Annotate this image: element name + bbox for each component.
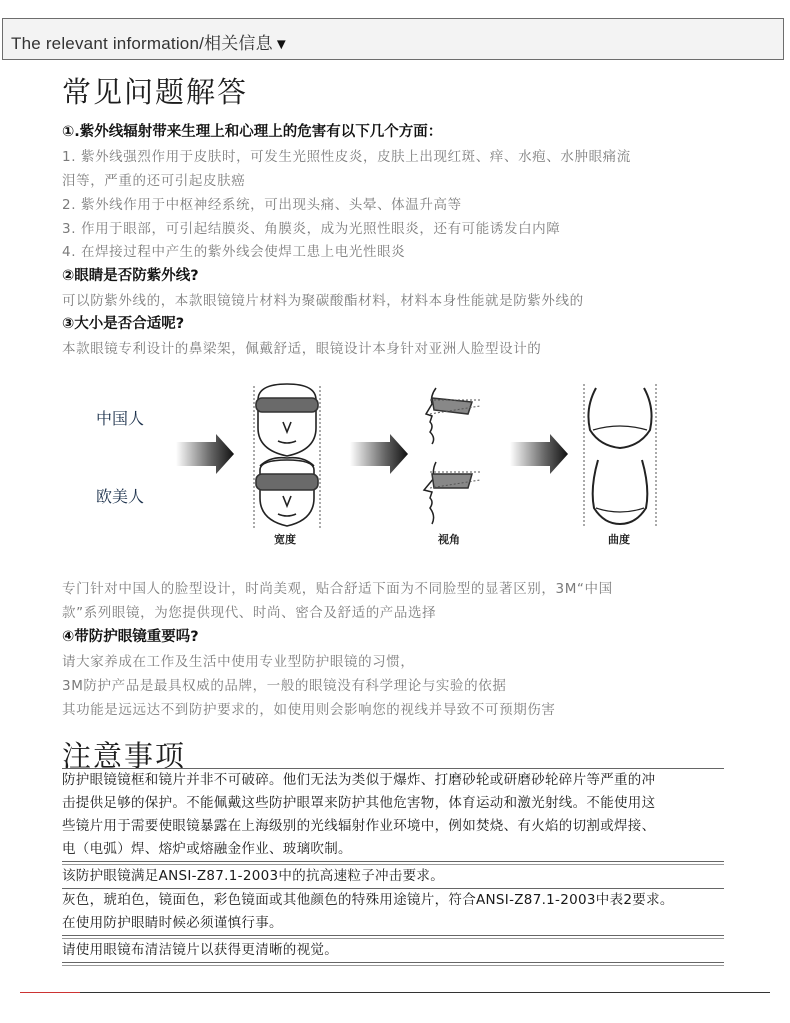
note-line: 些镜片用于需要使眼镜暴露在上海级别的光线辐射作业环境中，例如焚烧、有火焰的切割或焊接、	[62, 818, 656, 834]
section-header-bar	[2, 18, 784, 60]
comparison-illustration	[80, 378, 680, 550]
label-chinese: 中国人	[96, 409, 145, 428]
face-profile-chinese-icon	[426, 388, 480, 444]
section-header-title	[11, 29, 289, 54]
note-line: 电（电弧）焊、熔炉或熔融金作业、玻璃吹制。	[62, 841, 352, 857]
faq-answer-1-line: 1. 紫外线强烈作用于皮肤时，可发生光照性皮炎，皮肤上出现红斑、痒、水疱、水肿眼痛流	[62, 149, 631, 165]
faq-question-3: ③大小是否合适呢?	[62, 316, 185, 332]
faq-question-1: ①.紫外线辐射带来生理上和心理上的危害有以下几个方面：	[62, 124, 443, 140]
faq-answer-3-detail: 款”系列眼镜，为您提供现代、时尚、密合及舒适的产品选择	[62, 605, 437, 621]
notes-list	[62, 768, 724, 966]
divider	[62, 962, 724, 966]
lens-curve-western-icon	[593, 460, 648, 524]
note-line: 击提供足够的保护。不能佩戴这些防护眼罩来防护其他危害物，体育运动和激光射线。不能使用这	[62, 795, 656, 811]
faq-answer-1-line: 2. 紫外线作用于中枢神经系统，可出现头痛、头晕、体温升高等	[62, 197, 462, 213]
footer-divider	[20, 992, 770, 993]
faq-answer-3: 本款眼镜专利设计的鼻梁架，佩戴舒适，眼镜设计本身针对亚洲人脸型设计的	[62, 341, 542, 357]
faq-answer-1-line: 4. 在焊接过程中产生的紫外线会使焊工患上电光性眼炎	[62, 244, 406, 260]
faq-question-4: ④带防护眼镜重要吗?	[62, 629, 199, 645]
note-line: 请使用眼镜布清洁镜片以获得更清晰的视觉。	[62, 942, 338, 958]
right-arrow-icon	[510, 434, 568, 474]
header-title-text: The relevant information/相关信息	[11, 34, 273, 53]
face-shape-comparison-figure	[80, 378, 680, 550]
note-line: 在使用防护眼睛时候必须谨慎行事。	[62, 915, 283, 931]
note-line: 灰色，琥珀色，镜面色，彩色镜面或其他颜色的特殊用途镜片，符合ANSI-Z87.1-2003中表2要求。	[62, 892, 674, 908]
label-western: 欧美人	[96, 487, 145, 506]
faq-answer-2: 可以防紫外线的，本款眼镜镜片材料为聚碳酸酯材料，材料本身性能就是防紫外线的	[62, 293, 584, 309]
faq-answer-4-line: 请大家养成在工作及生活中使用专业型防护眼镜的习惯，	[62, 654, 415, 670]
right-arrow-icon	[176, 434, 234, 474]
caption-curvature: 曲度	[608, 533, 630, 546]
note-line: 防护眼镜镜框和镜片并非不可破碎。他们无法为类似于爆炸、打磨砂轮或研磨砂轮碎片等严重的冲	[62, 772, 656, 788]
right-arrow-icon	[350, 434, 408, 474]
faq-answer-3-detail: 专门针对中国人的脸型设计，时尚美观，贴合舒适下面为不同脸型的显著区别，3M“中国	[62, 581, 613, 597]
face-profile-western-icon	[424, 462, 480, 524]
footer-accent-divider	[20, 992, 80, 993]
faq-answer-1-line: 泪等，严重的还可引起皮肤癌	[62, 173, 246, 189]
caption-width: 宽度	[274, 533, 296, 546]
note-line: 该防护眼镜满足ANSI-Z87.1-2003中的抗高速粒子冲击要求。	[62, 868, 444, 884]
triangle-down-icon: ▼	[273, 36, 289, 53]
faq-answer-4-line: 其功能是远远达不到防护要求的，如使用则会影响您的视线并导致不可预期伤害	[62, 702, 556, 718]
faq-answer-4-line: 3M防护产品是最具权威的品牌，一般的眼镜没有科学理论与实验的依据	[62, 678, 507, 694]
faq-answer-1-line: 3. 作用于眼部，可引起结膜炎、角膜炎，成为光照性眼炎，还有可能诱发白内障	[62, 221, 561, 237]
lens-curve-chinese-icon	[584, 384, 656, 528]
faq-title: 常见问题解答	[62, 75, 249, 109]
faq-question-2: ②眼睛是否防紫外线?	[62, 268, 199, 284]
caption-viewing-angle: 视角	[438, 533, 460, 546]
face-front-western-icon	[256, 458, 318, 526]
notes-title: 注意事项	[62, 739, 187, 773]
